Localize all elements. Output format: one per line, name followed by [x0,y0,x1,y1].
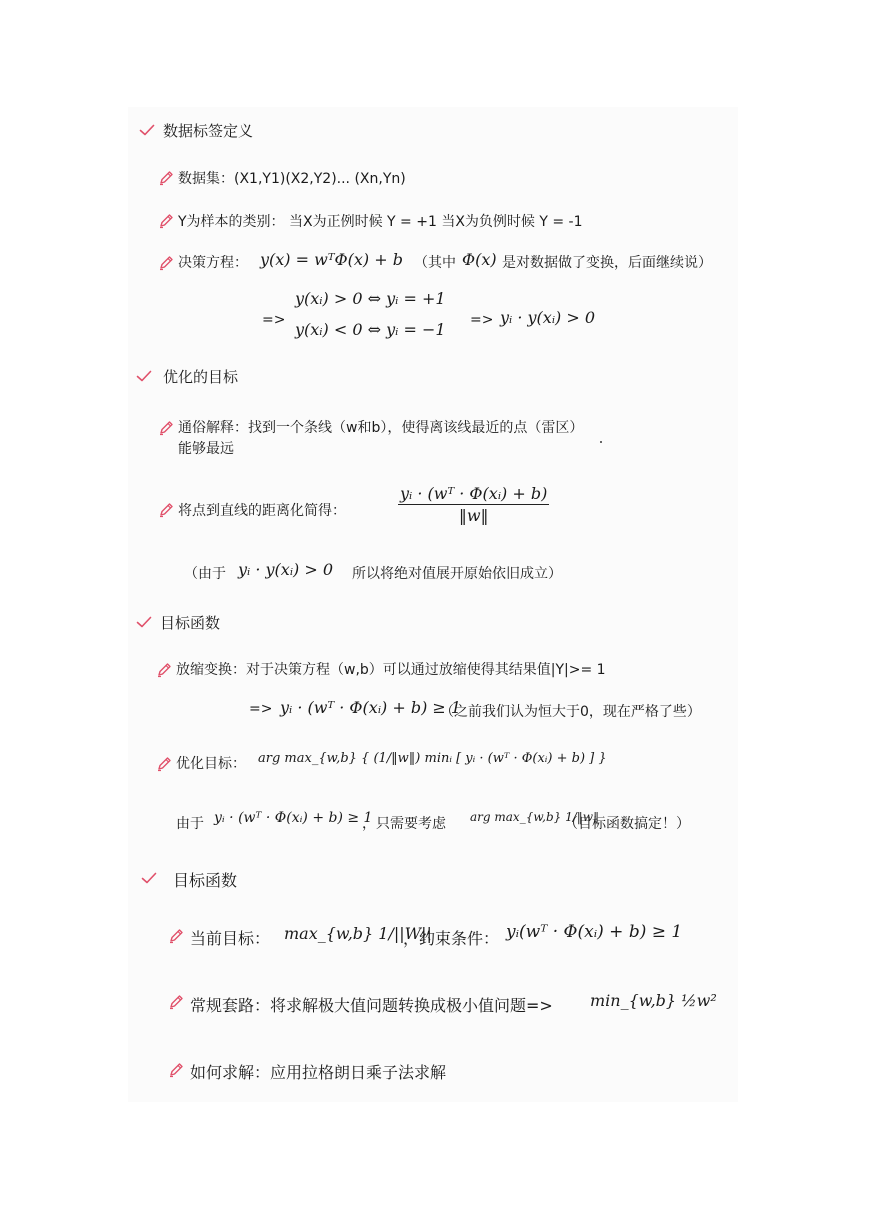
reason-expression: yᵢ · y(xᵢ) > 0 [238,560,334,579]
stray-dot [600,441,602,443]
decision-note: （其中 [414,255,456,271]
pencil-icon [168,994,184,1010]
distance-denominator: ‖w‖ [458,506,489,525]
decision-label: 决策方程： [178,255,248,271]
solution-method: 如何求解：应用拉格朗日乘子法求解 [190,1063,447,1082]
pencil-icon [158,502,174,518]
check-icon [136,616,152,628]
combined-condition: yᵢ · y(xᵢ) > 0 [500,308,596,327]
routine-method: 常规套路：将求解极大值问题转换成极小值问题=> [190,996,553,1015]
minimization-objective: min_{w,b} ½w² [590,991,717,1010]
reason-note: 所以将绝对值展开原始依旧成立） [352,566,562,582]
section-title: 数据标签定义 [163,122,254,140]
objective-done-note: （目标函数搞定！） [564,816,690,832]
pencil-icon [168,928,184,944]
optimization-label: 优化目标： [176,756,246,772]
simplified-objective: arg max_{w,b} 1/‖w‖ [470,810,600,824]
optimization-objective: arg max_{w,b} { (1/‖w‖) minᵢ [ yᵢ · (wᵀ · Φ(xᵢ) + b) ] } [258,751,607,766]
decision-note: 是对数据做了变换，后面继续说） [502,255,712,271]
pencil-icon [158,170,174,186]
pencil-icon [158,420,174,436]
condition-positive: y(xᵢ) > 0 ⇔ yᵢ = +1 [295,289,446,308]
decision-equation: y(x) = wᵀΦ(x) + b [260,250,403,269]
dataset-definition: 数据集：(X1,Y1)(X2,Y2)... (Xn,Yn) [178,171,406,187]
distance-numerator: yᵢ · (wᵀ · Φ(xᵢ) + b) [400,484,548,503]
distance-formula [398,484,549,525]
popular-explanation: 通俗解释：找到一个条线（w和b），使得离该线最近的点（雷区） [178,420,584,436]
section-title: 目标函数 [173,871,238,890]
distance-label: 将点到直线的距离化简得： [178,503,346,519]
pencil-icon [156,756,172,772]
implication-arrow: => [470,312,494,328]
section-title: 目标函数 [160,614,221,632]
pencil-icon [158,213,174,229]
condition-negative: y(xᵢ) < 0 ⇔ yᵢ = −1 [295,320,446,339]
section-title: 优化的目标 [163,368,239,386]
label-definition: Y为样本的类别： 当X为正例时候 Y = +1 当X为负例时候 Y = -1 [178,214,583,230]
check-icon [136,370,152,382]
check-icon [141,872,157,884]
scaling-transform: 放缩变换：对于决策方程（w,b）可以通过放缩使得其结果值|Y|>= 1 [176,662,606,678]
phi-expression: Φ(x) [462,250,497,269]
since-expression: yᵢ · (wᵀ · Φ(xᵢ) + b) ≥ 1 [214,810,373,826]
check-icon [139,124,155,136]
pencil-icon [168,1062,184,1078]
current-objective: max_{w,b} 1/||W|| [284,924,432,943]
pencil-icon [156,662,172,678]
reason-note: （由于 [184,566,226,582]
scaling-note: （之前我们认为恒大于0，现在严格了些） [440,704,701,720]
popular-explanation-cont: 能够最远 [178,441,234,457]
since-note: ，只需要考虑 [362,816,446,832]
current-objective-label: 当前目标： [190,929,271,948]
constraint-label: ，约束条件： [403,929,500,948]
implication-arrow: => [262,312,286,328]
implication-arrow: => [249,701,273,717]
constraint-expression: yᵢ(wᵀ · Φ(xᵢ) + b) ≥ 1 [506,922,683,942]
pencil-icon [158,255,174,271]
scaled-constraint: yᵢ · (wᵀ · Φ(xᵢ) + b) ≥ 1 [280,698,462,717]
since-note: 由于 [176,816,204,832]
